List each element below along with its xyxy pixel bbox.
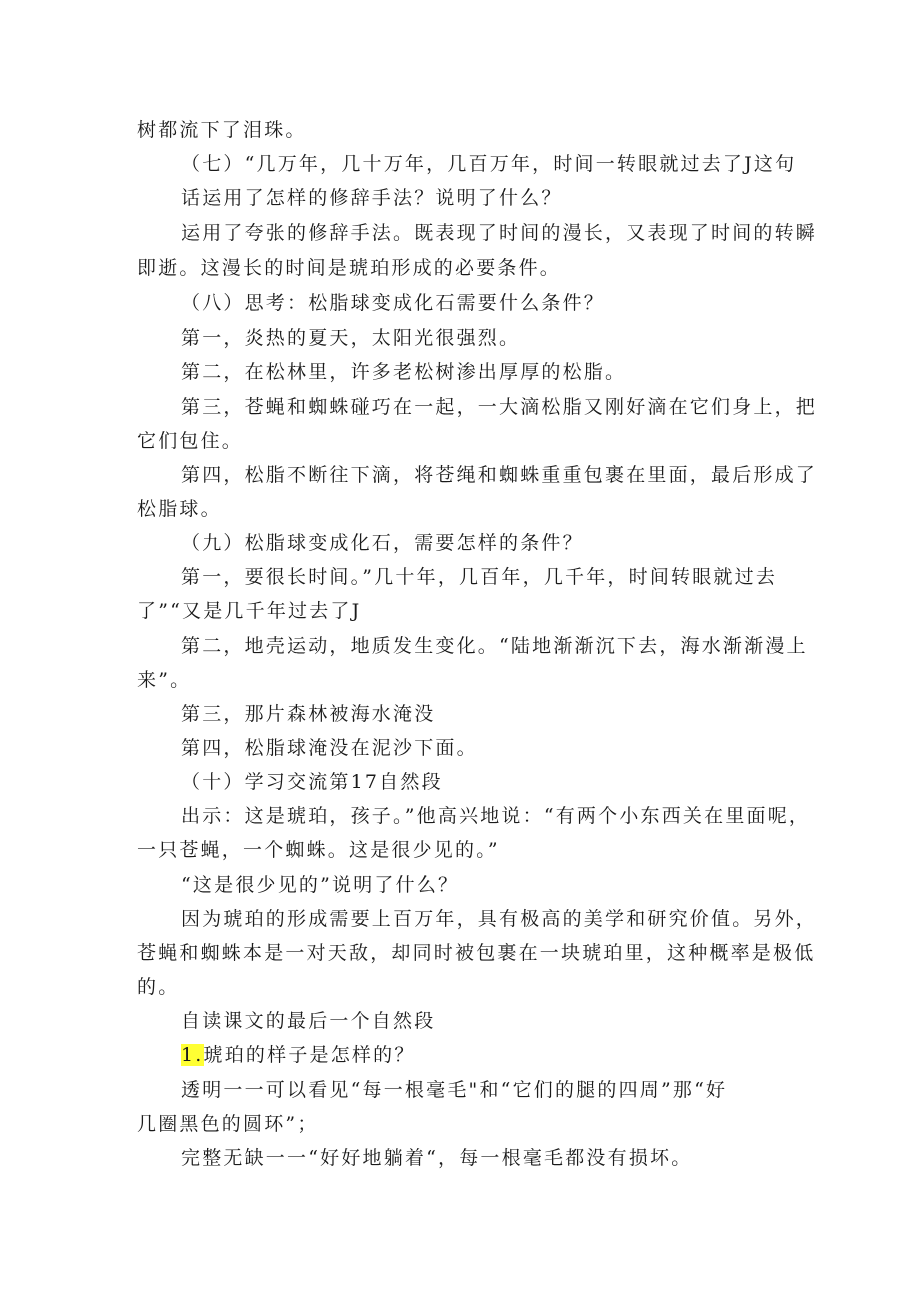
text-line: 话运用了怎样的修辞手法？说明了什么？ <box>181 187 563 209</box>
text-line: “这是很少见的”说明了什么？ <box>181 874 460 896</box>
list-item-text: 琥珀的样子是怎样的？ <box>203 1044 416 1066</box>
text-line: 树都流下了泪珠。 <box>137 119 307 141</box>
text-line: （十）学习交流第17自然段 <box>181 771 443 793</box>
text-line: 第三，那片森林被海水淹没 <box>181 703 436 725</box>
text-line: 它们包住。 <box>137 430 244 452</box>
text-line: （七）“几万年，几十万年，几百万年，时间一转眼就过去了J这句 <box>181 153 797 175</box>
text-line: （八）思考：松脂球变成化石需要什么条件？ <box>181 292 606 314</box>
text-line: 一只苍蝇，一个蜘蛛。这是很少见的。” <box>137 839 500 861</box>
text-line: 第二，地壳运动，地质发生变化。“陆地渐渐沉下去，海水渐渐漫上 <box>181 635 808 657</box>
list-number: 1. <box>181 1044 204 1066</box>
text-line: 第二，在松林里，许多老松树渗出厚厚的松脂。 <box>181 361 627 383</box>
text-line: 松脂球。 <box>137 498 222 520</box>
text-line: 苍蝇和蜘蛛本是一对天敌，却同时被包裹在一块琥珀里，这种概率是极低 <box>137 942 816 964</box>
numbered-list-item <box>181 1043 416 1067</box>
text-line: 第三，苍蝇和蜘蛛碰巧在一起，一大滴松脂又刚好滴在它们身上，把 <box>181 396 818 418</box>
text-line: 完整无缺一一“好好地躺着“，每一根毫毛都没有损坏。 <box>181 1147 693 1169</box>
text-line: 即逝。这漫长的时间是琥珀形成的必要条件。 <box>137 257 562 279</box>
text-line: 的。 <box>137 976 180 998</box>
text-line: 第四，松脂不断往下滴，将苍绳和蜘蛛重重包裹在里面，最后形成了 <box>181 464 818 486</box>
text-line: （九）松脂球变成化石，需要怎样的条件？ <box>181 532 584 554</box>
text-line: 自读课文的最后一个自然段 <box>181 1010 436 1032</box>
text-line: 第四，松脂球淹没在泥沙下面。 <box>181 737 478 759</box>
text-line: 第一，要很长时间。”几十年，几百年，几千年，时间转眼就过去 <box>181 566 778 588</box>
text-line: 了”“又是几千年过去了J <box>137 600 362 622</box>
text-line: 出示：这是琥珀，孩子。”他高兴地说：“有两个小东西关在里面呢， <box>181 805 811 827</box>
text-line: 几圈黑色的圆环”； <box>137 1113 319 1135</box>
text-line: 因为琥珀的形成需要上百万年，具有极高的美学和研究价值。另外， <box>181 908 818 930</box>
text-line: 第一，炎热的夏天，太阳光很强烈。 <box>181 327 521 349</box>
text-line: 来”。 <box>137 669 192 691</box>
text-line: 运用了夸张的修辞手法。既表现了时间的漫长，又表现了时间的转瞬 <box>181 222 818 244</box>
text-line: 透明一一可以看见“每一根毫毛"和“它们的腿的四周”那“好 <box>181 1079 728 1101</box>
